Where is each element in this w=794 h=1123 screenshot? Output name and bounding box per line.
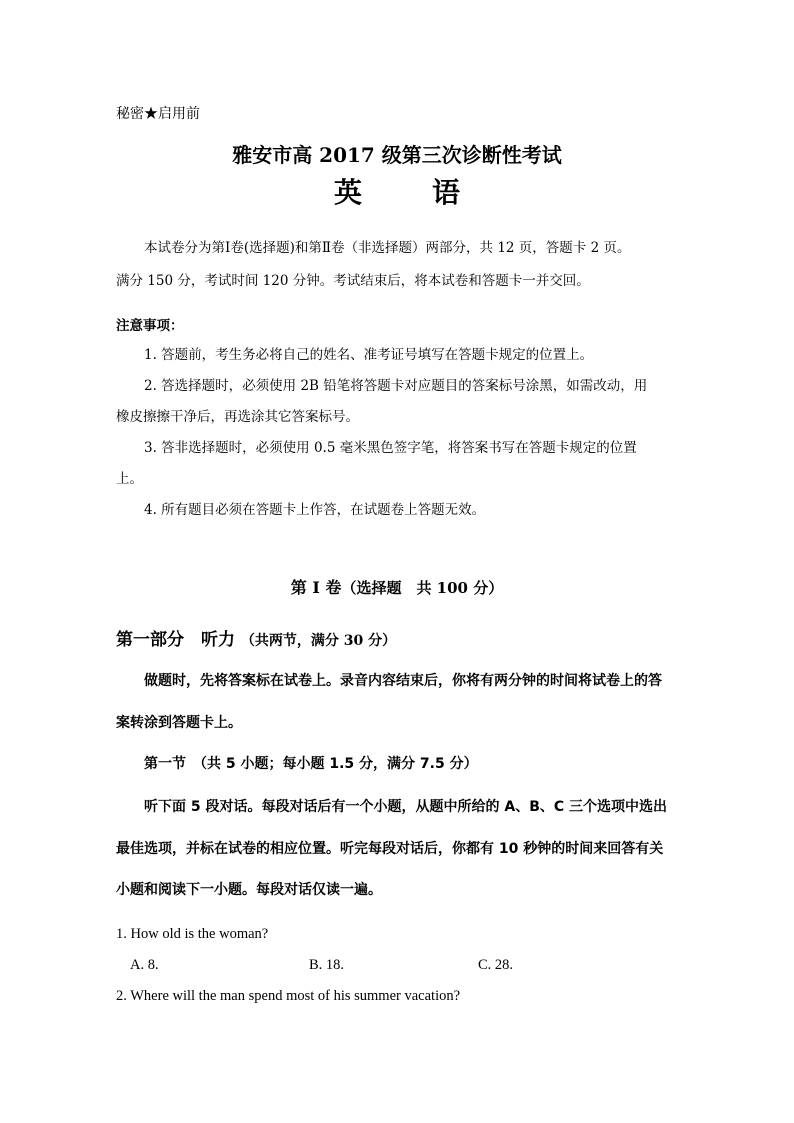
subject-char-1: 英 — [333, 176, 362, 209]
volume-title-main: 第 Ⅰ 卷 — [290, 578, 342, 597]
section1-line-3: 小题和阅读下一小题。每段对话仅读一遍。 — [116, 882, 382, 898]
part1-title — [116, 625, 396, 650]
question-1-option-b: B. 18. — [309, 957, 345, 973]
part1-title-main: 第一部分 听力 — [116, 630, 235, 650]
volume-title-sub: （选择题 共 100 分） — [341, 579, 504, 597]
notice-item-2-line-2: 橡皮擦擦干净后，再选涂其它答案标号。 — [116, 409, 359, 425]
notice-item-4: 4. 所有题目必须在答题卡上作答，在试题卷上答题无效。 — [144, 502, 486, 518]
secret-label: 秘密★启用前 — [116, 106, 200, 122]
question-1: 1. How old is the woman? — [116, 926, 269, 942]
section1-title: 第一节 （共 5 小题；每小题 1.5 分，满分 7.5 分） — [144, 756, 478, 772]
exam-title: 雅安市高 2017 级第三次诊断性考试 — [232, 143, 562, 167]
question-2: 2. Where will the man spend most of his summer vacation? — [116, 988, 461, 1004]
part1-subtitle: （共两节，满分 30 分） — [240, 633, 397, 649]
notice-item-1: 1. 答题前，考生务必将自己的姓名、准考证号填写在答题卡规定的位置上。 — [144, 347, 594, 363]
subject-char-2: 语 — [432, 176, 461, 209]
notice-item-2-line-1: 2. 答选择题时，必须使用 2B 铅笔将答题卡对应题目的答案标号涂黑，如需改动，用 — [144, 378, 648, 394]
notice-title: 注意事项： — [116, 318, 184, 334]
notice-item-3-line-2: 上。 — [116, 471, 143, 487]
part1-desc-line-2: 案转涂到答题卡上。 — [116, 715, 242, 731]
volume-title — [0, 575, 794, 598]
question-1-option-a: A. 8. — [130, 957, 159, 973]
intro-line-2: 满分 150 分，考试时间 120 分钟。考试结束后，将本试卷和答题卡一并交回。 — [116, 273, 590, 289]
section1-line-2: 最佳选项，并标在试卷的相应位置。听完每段对话后，你都有 10 秒钟的时间来回答有关 — [116, 841, 664, 857]
section1-line-1: 听下面 5 段对话。每段对话后有一个小题，从题中所给的 A、B、C 三个选项中选出 — [144, 799, 668, 815]
subject-title — [0, 171, 794, 211]
notice-item-3-line-1: 3. 答非选择题时，必须使用 0.5 毫米黑色签字笔，将答案书写在答题卡规定的位置 — [144, 440, 637, 456]
intro-line-1: 本试卷分为第Ⅰ卷(选择题)和第Ⅱ卷（非选择题）两部分，共 12 页，答题卡 2 页。 — [144, 240, 631, 256]
question-1-option-c: C. 28. — [478, 957, 514, 973]
part1-desc-line-1: 做题时，先将答案标在试卷上。录音内容结束后，你将有两分钟的时间将试卷上的答 — [144, 673, 662, 689]
